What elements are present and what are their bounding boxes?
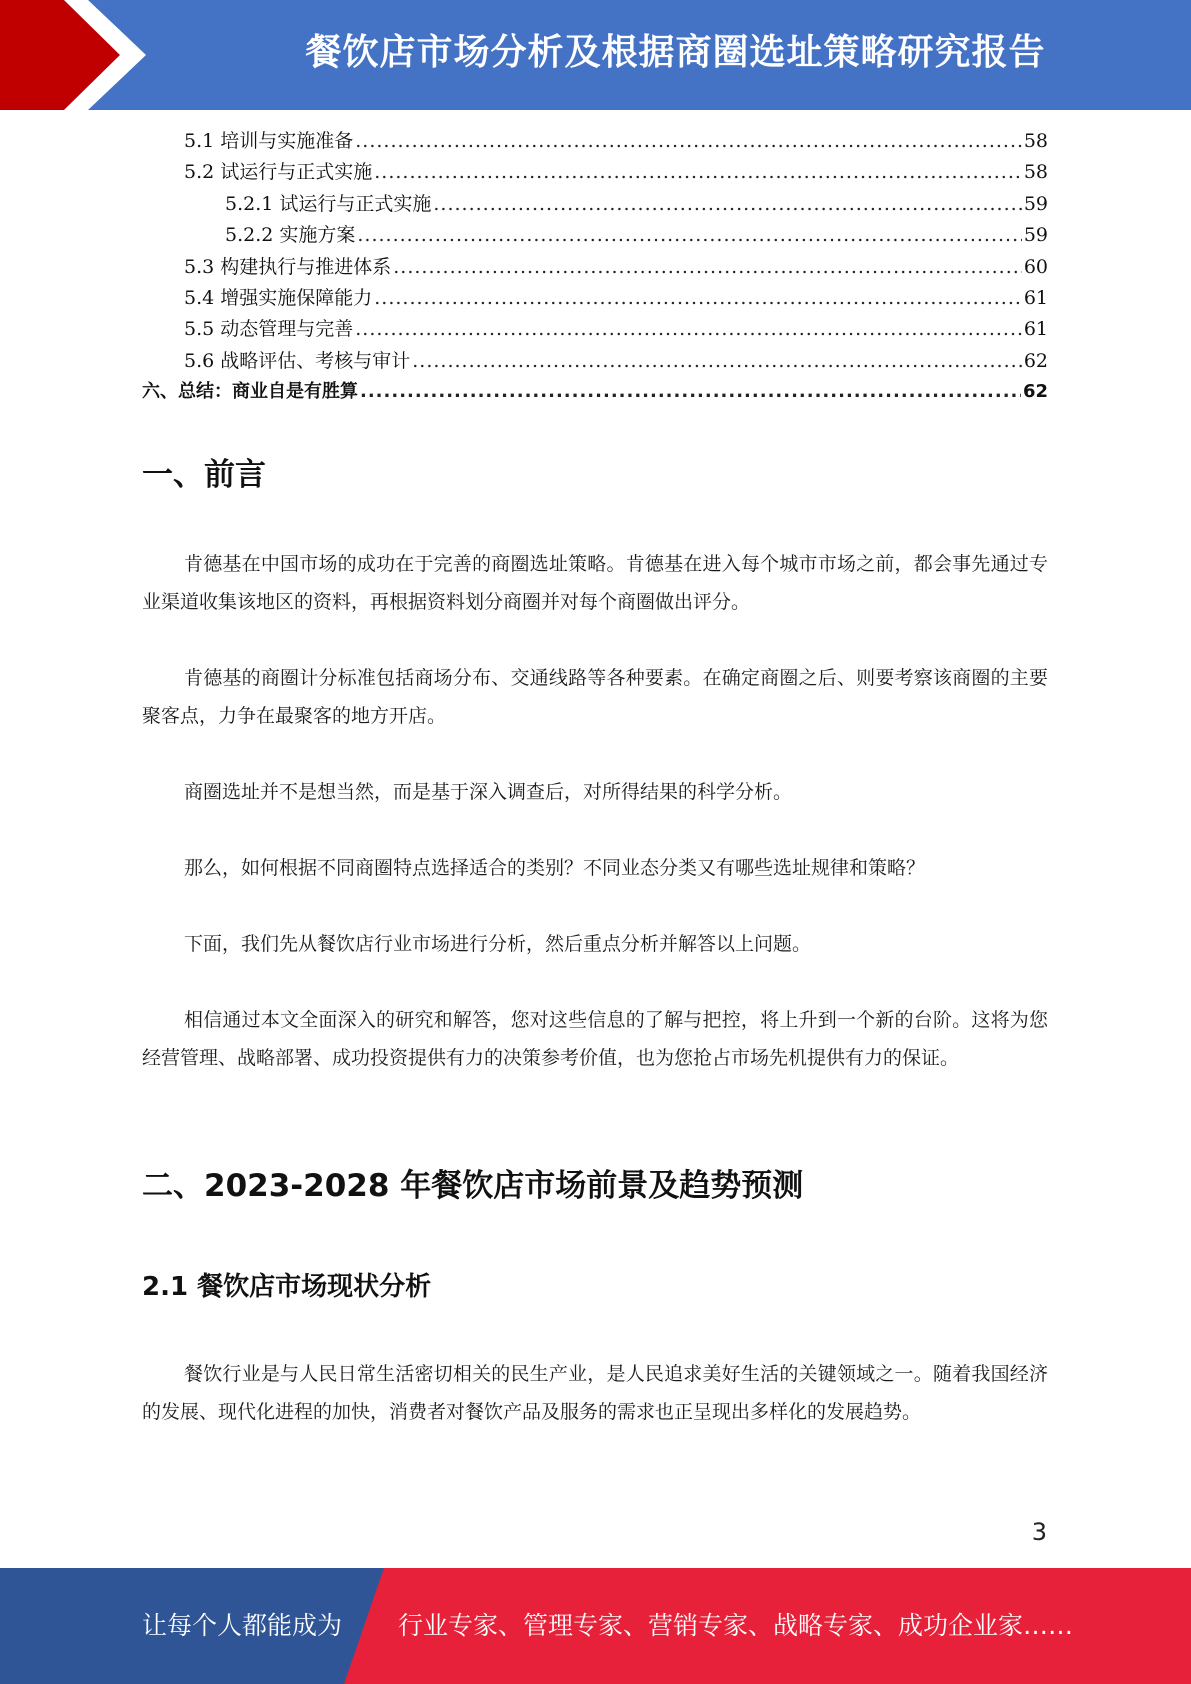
toc-entry[interactable] — [142, 220, 1048, 251]
toc-leader-dots — [393, 256, 1022, 278]
header-banner — [0, 0, 1191, 110]
paragraph: 肯德基在中国市场的成功在于完善的商圈选址策略。肯德基在进入每个城市市场之前，都会事先通过专业渠道收集该地区的资料，再根据资料划分商圈并对每个商圈做出评分。 — [142, 553, 1048, 613]
toc-entry[interactable] — [142, 346, 1048, 377]
section-heading-forecast: 二、2023-2028 年餐饮店市场前景及趋势预测 — [142, 1168, 804, 1204]
toc-entry-page: 60 — [1023, 255, 1048, 278]
toc-entry-label: 5.2.2 实施方案 — [225, 224, 356, 247]
toc-entry[interactable] — [142, 252, 1048, 283]
toc-entry[interactable] — [142, 377, 1048, 408]
toc-leader-dots — [412, 350, 1022, 372]
toc-leader-dots — [355, 318, 1022, 340]
section-heading-preface: 一、前言 — [142, 457, 266, 493]
footer-slogan-right: 行业专家、管理专家、营销专家、战略专家、成功企业家…… — [398, 1611, 1074, 1640]
toc-entry[interactable] — [142, 126, 1048, 157]
toc-leader-dots — [374, 287, 1022, 309]
toc-entry-page: 59 — [1023, 224, 1048, 247]
toc-entry-page: 62 — [1022, 381, 1048, 403]
paragraph: 那么，如何根据不同商圈特点选择适合的类别？不同业态分类又有哪些选址规律和策略？ — [184, 857, 926, 879]
toc-leader-dots — [355, 130, 1022, 152]
toc-leader-dots — [433, 193, 1021, 215]
footer-slogan-left: 让每个人都能成为 — [142, 1611, 343, 1640]
paragraph: 商圈选址并不是想当然，而是基于深入调查后，对所得结果的科学分析。 — [184, 781, 793, 803]
toc-entry-page: 58 — [1023, 130, 1048, 152]
paragraph: 肯德基的商圈计分标准包括商场分布、交通线路等各种要素。在确定商圈之后、则要考察该商圈的主要聚客点，力争在最聚客的地方开店。 — [142, 667, 1048, 727]
toc-entry-label: 5.5 动态管理与完善 — [184, 318, 354, 341]
toc-entry-label: 5.1 培训与实施准备 — [184, 130, 354, 152]
toc-entry-label: 5.2 试运行与正式实施 — [184, 161, 373, 184]
toc-entry[interactable] — [142, 189, 1048, 220]
toc-leader-dots — [357, 224, 1021, 246]
toc-entry-page: 59 — [1023, 192, 1048, 215]
toc-entry-label: 5.4 增强实施保障能力 — [184, 286, 373, 309]
subsection-heading: 2.1 餐饮店市场现状分析 — [142, 1272, 432, 1302]
toc-entry-label: 5.2.1 试运行与正式实施 — [225, 192, 432, 215]
table-of-contents — [142, 126, 1048, 409]
toc-entry-label: 5.6 战略评估、考核与审计 — [184, 349, 411, 372]
toc-entry-page: 61 — [1023, 318, 1048, 341]
footer-banner — [0, 1568, 1191, 1684]
report-title: 餐饮店市场分析及根据商圈选址策略研究报告 — [305, 32, 1046, 73]
header-arrow-decoration — [0, 0, 160, 110]
toc-entry-page: 62 — [1023, 349, 1048, 372]
toc-entry-page: 58 — [1023, 161, 1048, 184]
toc-entry[interactable] — [142, 157, 1048, 188]
paragraph: 下面，我们先从餐饮店行业市场进行分析，然后重点分析并解答以上问题。 — [184, 933, 812, 955]
toc-leader-dots — [360, 381, 1021, 402]
toc-entry-page: 61 — [1023, 286, 1048, 309]
toc-entry[interactable] — [142, 283, 1048, 314]
paragraph: 餐饮行业是与人民日常生活密切相关的民生产业，是人民追求美好生活的关键领域之一。随着我国经济的发展、现代化进程的加快，消费者对餐饮产品及服务的需求也正呈现出多样化的发展趋势。 — [142, 1363, 1048, 1423]
toc-entry[interactable] — [142, 314, 1048, 345]
toc-leader-dots — [374, 161, 1022, 183]
page-number: 3 — [1031, 1518, 1047, 1546]
toc-entry-label: 5.3 构建执行与推进体系 — [184, 255, 392, 278]
toc-entry-label: 六、总结：商业自是有胜算 — [142, 381, 358, 403]
paragraph: 相信通过本文全面深入的研究和解答，您对这些信息的了解与把控，将上升到一个新的台阶。这将为您经营管理、战略部署、成功投资提供有力的决策参考价值，也为您抢占市场先机提供有力的保证。 — [142, 1009, 1048, 1069]
